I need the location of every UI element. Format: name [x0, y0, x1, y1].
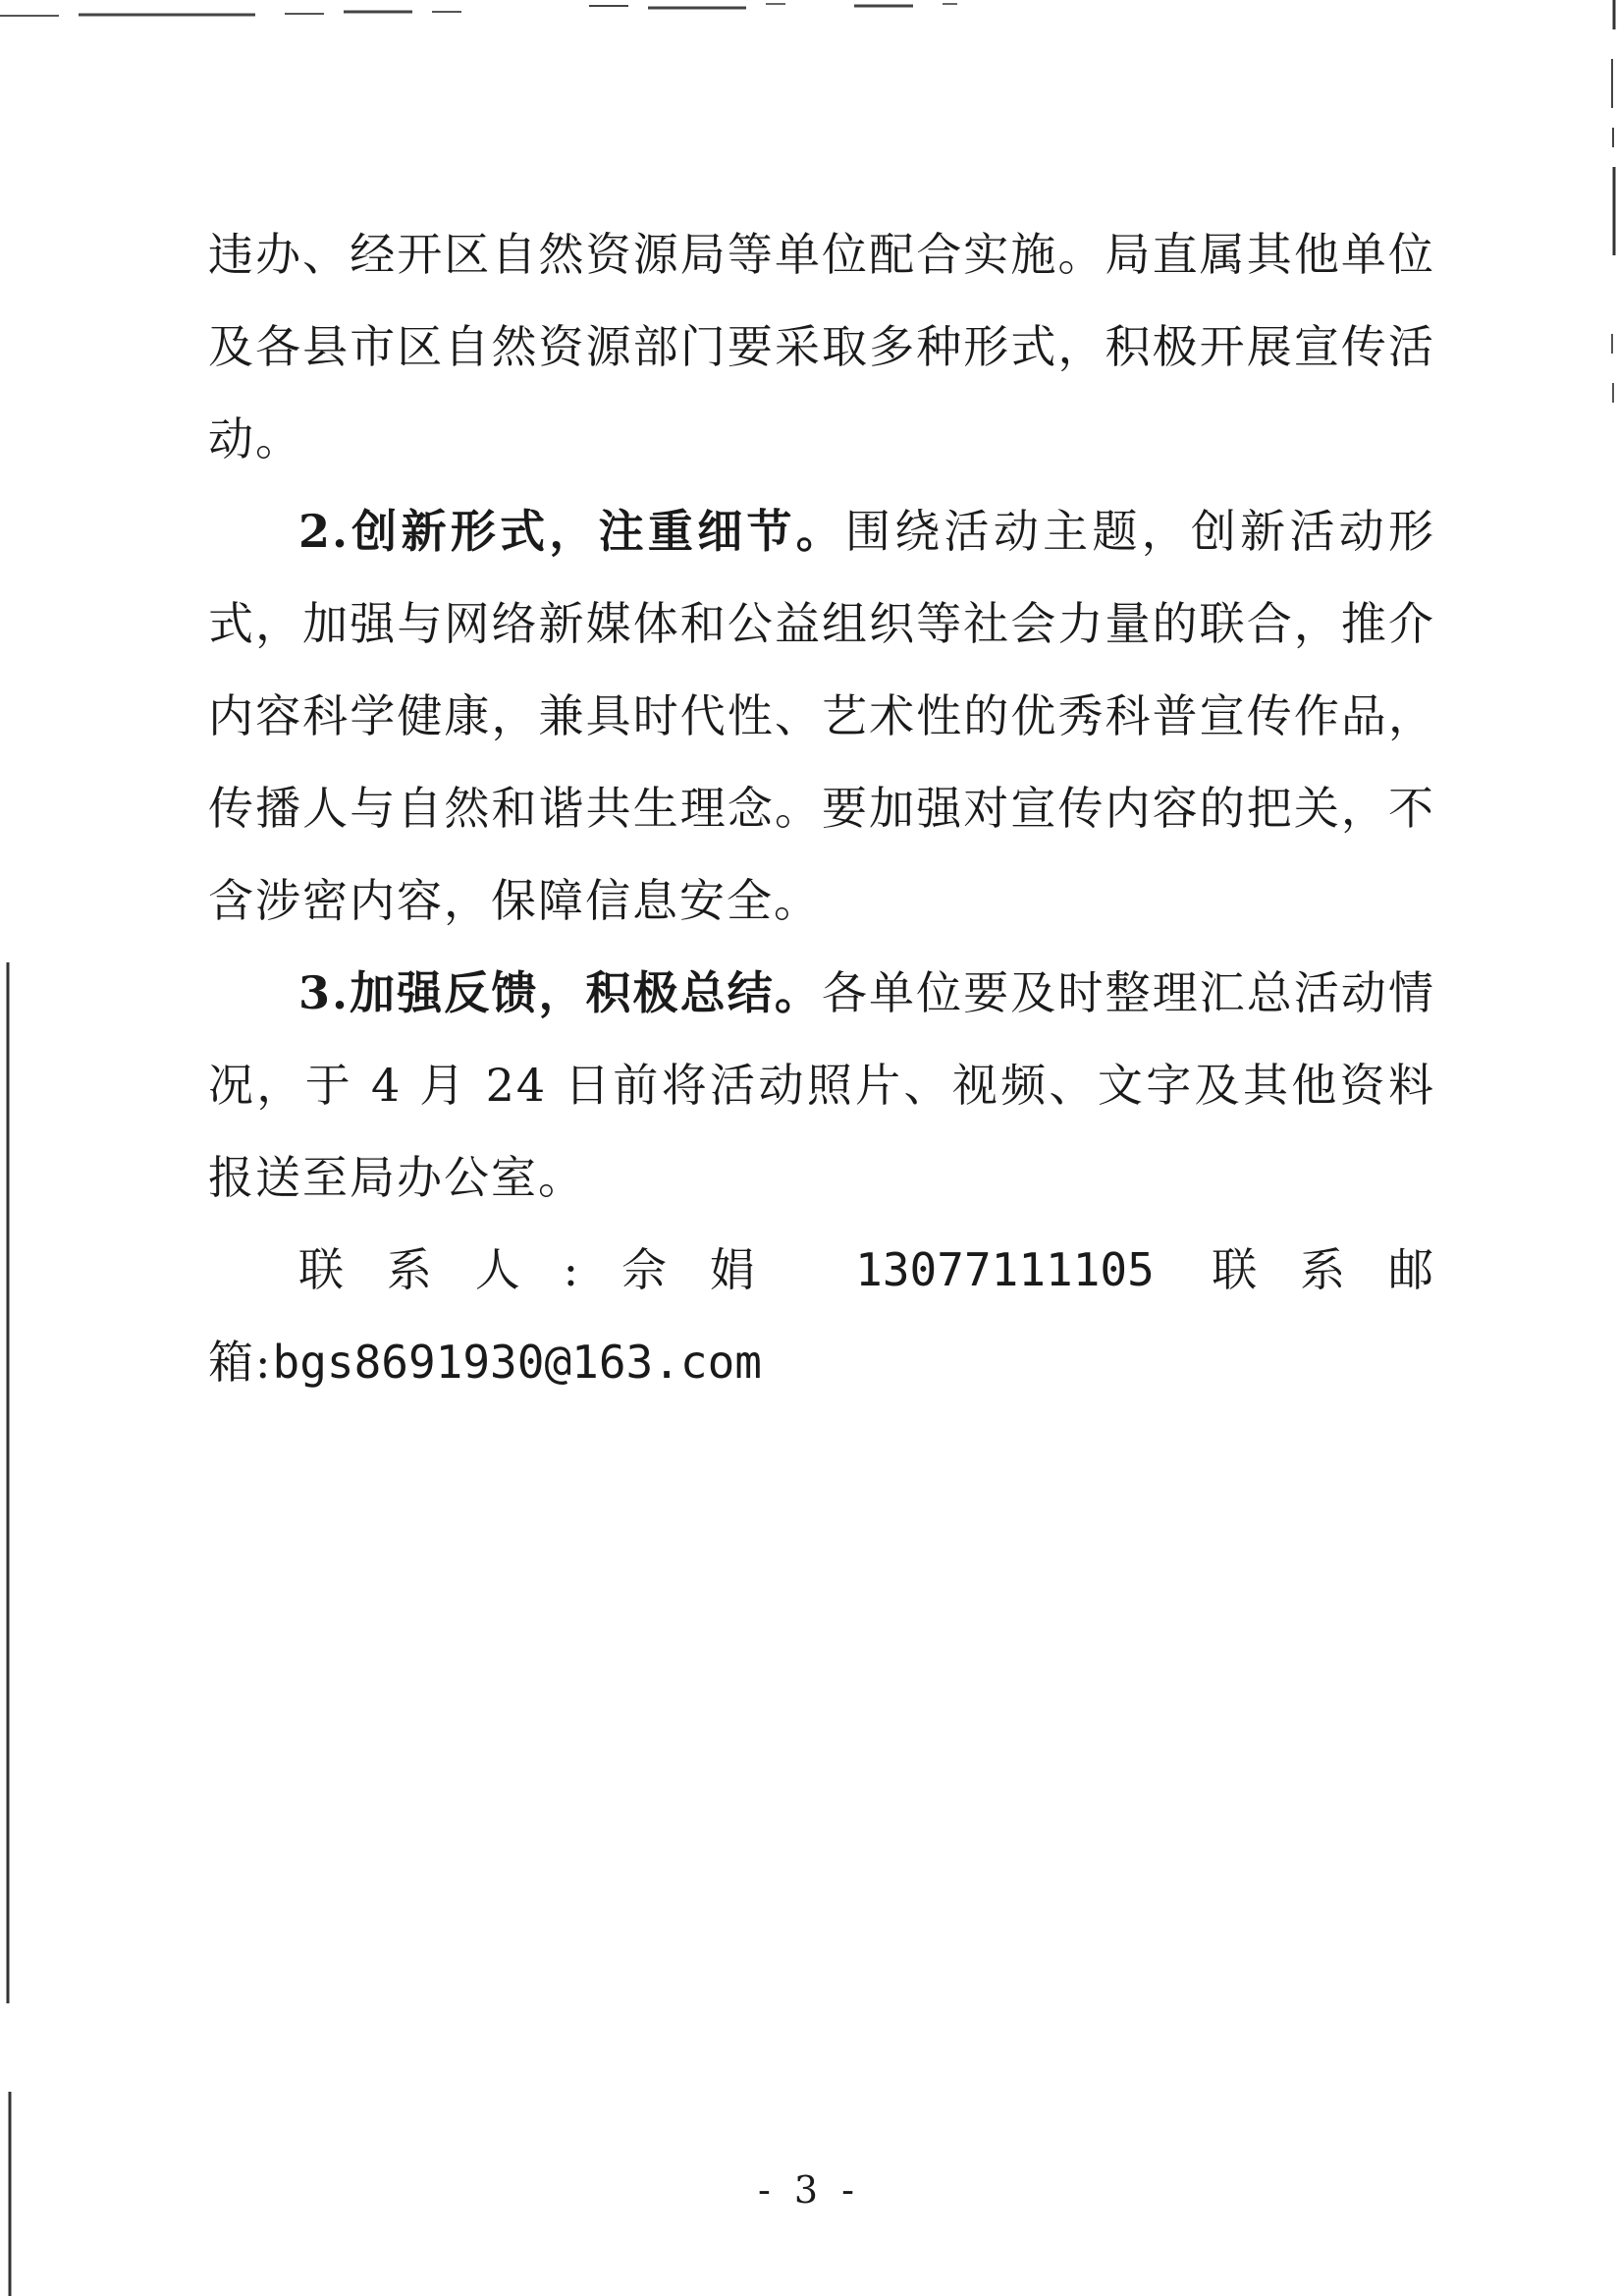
item-3-body: 各单位要及时整理汇总活动情况，于 4 月 24 日前将活动照片、视频、文字及其他资料报送至局办公室。	[208, 966, 1435, 1204]
item-2-heading: 2.创新形式，注重细节。	[298, 505, 846, 558]
document-body	[208, 208, 1435, 1408]
paragraph-continuation-text: 违办、经开区自然资源局等单位配合实施。局直属其他单位及各县市区自然资源部门要采取多种形式，积极开展宣传活动。	[208, 228, 1435, 465]
paragraph-item-2	[208, 485, 1435, 947]
contact-phone: 13077111105	[855, 1243, 1155, 1296]
item-3-heading: 3.加强反馈，积极总结。	[298, 966, 822, 1019]
scan-edge-left-artifact	[0, 962, 20, 2296]
contact-person-label: 联系人:	[298, 1243, 581, 1296]
page-number: - 3 -	[757, 2168, 860, 2212]
scan-edge-top-artifact	[0, 0, 982, 20]
contact-line	[208, 1224, 1435, 1408]
contact-person-name: 佘娟	[580, 1243, 798, 1296]
paragraph-item-3	[208, 947, 1435, 1224]
paragraph-continuation	[208, 208, 1435, 485]
contact-email-label: 联系邮箱:	[208, 1243, 1436, 1389]
contact-email: bgs8691930@163.com	[272, 1336, 762, 1389]
scan-edge-right-artifact	[1602, 0, 1618, 491]
item-2-body: 围绕活动主题，创新活动形式，加强与网络新媒体和公益组织等社会力量的联合，推介内容科学健康，兼具时代性、艺术性的优秀科普宣传作品，传播人与自然和谐共生理念。要加强对宣传内容的把关，不含涉密内容，保障信息安全。	[208, 505, 1436, 927]
